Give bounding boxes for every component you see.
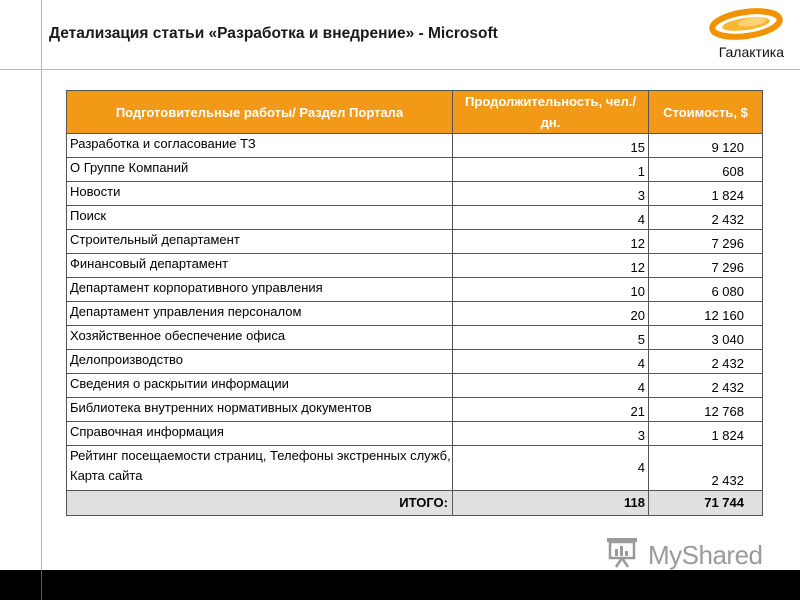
slide-title: Детализация статьи «Разработка и внедрение» - Microsoft: [49, 25, 498, 42]
row-cost: 9 120: [649, 134, 763, 158]
table-row: [67, 230, 763, 254]
row-name: О Группе Компаний: [67, 158, 453, 182]
col-header-cost: Стоимость, $: [649, 91, 763, 134]
table-row: [67, 158, 763, 182]
row-days: 4: [453, 206, 649, 230]
total-days: 118: [453, 491, 649, 516]
row-name: Хозяйственное обеспечение офиса: [67, 326, 453, 350]
row-name: Поиск: [67, 206, 453, 230]
row-days: 20: [453, 302, 649, 326]
row-name: Рейтинг посещаемости страниц, Телефоны экстренных служб, Карта сайта: [67, 446, 453, 491]
row-cost: 7 296: [649, 230, 763, 254]
row-cost: 12 160: [649, 302, 763, 326]
row-name: Разработка и согласование ТЗ: [67, 134, 453, 158]
row-cost: 1 824: [649, 182, 763, 206]
company-logo: [688, 0, 800, 66]
row-days: 4: [453, 374, 649, 398]
row-days: 5: [453, 326, 649, 350]
cost-detail-table: [66, 90, 763, 516]
table-row: [67, 326, 763, 350]
row-days: 3: [453, 422, 649, 446]
total-cost: 71 744: [649, 491, 763, 516]
row-name: Строительный департамент: [67, 230, 453, 254]
row-cost: 608: [649, 158, 763, 182]
watermark-text-shared: Shared: [681, 540, 763, 570]
row-name: Библиотека внутренних нормативных документов: [67, 398, 453, 422]
watermark-text-my: My: [648, 540, 682, 570]
row-days: 21: [453, 398, 649, 422]
row-name: Новости: [67, 182, 453, 206]
table-row: [67, 206, 763, 230]
row-days: 12: [453, 230, 649, 254]
row-days: 3: [453, 182, 649, 206]
table-row: [67, 278, 763, 302]
row-cost: 1 824: [649, 422, 763, 446]
row-days: 10: [453, 278, 649, 302]
table-row: [67, 254, 763, 278]
row-days: 12: [453, 254, 649, 278]
frame-vertical-line: [41, 0, 42, 570]
row-name: Сведения о раскрытии информации: [67, 374, 453, 398]
myshared-watermark: [604, 535, 764, 571]
row-name: Департамент управления персоналом: [67, 302, 453, 326]
table-row: [67, 134, 763, 158]
row-days: 15: [453, 134, 649, 158]
row-name: Справочная информация: [67, 422, 453, 446]
watermark-text: [648, 540, 763, 571]
footer-bar: [0, 570, 800, 600]
row-name: Департамент корпоративного управления: [67, 278, 453, 302]
footer-divider: [41, 570, 42, 600]
table-row: [67, 302, 763, 326]
col-header-section: Подготовительные работы/ Раздел Портала: [67, 91, 453, 134]
frame-horizontal-line: [0, 69, 800, 70]
row-name: Финансовый департамент: [67, 254, 453, 278]
row-name: Делопроизводство: [67, 350, 453, 374]
row-cost: 12 768: [649, 398, 763, 422]
table-row: [67, 182, 763, 206]
galaktika-orbit-logo-icon: [688, 0, 800, 46]
row-days: 4: [453, 446, 649, 491]
row-cost: 2 432: [649, 446, 763, 491]
row-cost: 2 432: [649, 374, 763, 398]
row-days: 4: [453, 350, 649, 374]
row-cost: 3 040: [649, 326, 763, 350]
table-row: [67, 374, 763, 398]
row-days: 1: [453, 158, 649, 182]
table-row: [67, 446, 763, 491]
table-row: [67, 398, 763, 422]
table-header-row: [67, 91, 763, 134]
col-header-duration: Продолжительность, чел./ дн.: [453, 91, 649, 134]
row-cost: 2 432: [649, 350, 763, 374]
total-label: ИТОГО:: [67, 491, 453, 516]
presentation-board-icon: [604, 535, 644, 569]
table-row: [67, 422, 763, 446]
table-total-row: [67, 491, 763, 516]
row-cost: 2 432: [649, 206, 763, 230]
logo-text: Галактика: [718, 44, 784, 60]
table-row: [67, 350, 763, 374]
row-cost: 6 080: [649, 278, 763, 302]
row-cost: 7 296: [649, 254, 763, 278]
